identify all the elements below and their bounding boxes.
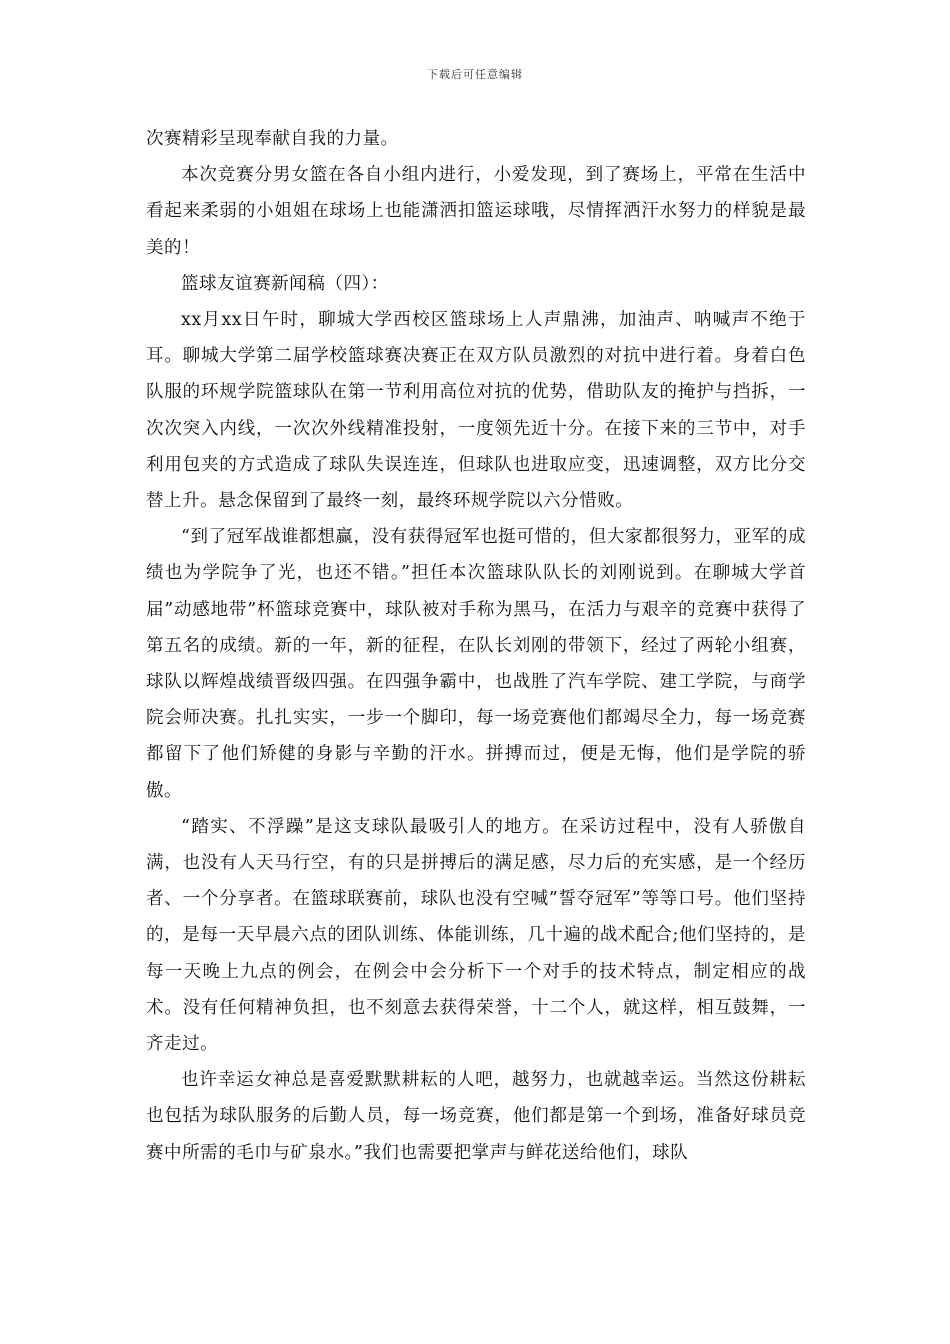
paragraph: “踏实、不浮躁”是这支球队最吸引人的地方。在采访过程中，没有人骄傲自满，也没有人天马行空，有的只是拼搏后的满足感，尽力后的充实感，是一个经历者、一个分享者。在篮球联赛前，球队也没有空喊”誓夺冠军”等等口号。他们坚持的，是每一天早晨六点的团队训练、体能训练，几十遍的战术配合;他们坚持的，是每一天晚上九点的例会，在例会中会分析下一个对手的技术特点，制定相应的战术。没有任何精神负担，也不刻意去获得荣誉，十二个人，就这样，相互鼓舞，一齐走过。 <box>146 816 806 1055</box>
article-body <box>146 121 806 1171</box>
section-heading: 篮球友谊赛新闻稿（四）： <box>181 273 389 294</box>
paragraph-continuation: 次赛精彩呈现奉献自我的力量。 <box>146 129 399 149</box>
paragraph: xx月xx日午时，聊城大学西校区篮球场上人声鼎沸，加油声、呐喊声不绝于耳。聊城大学第二届学校篮球赛决赛正在双方队员激烈的对抗中进行着。身着白色队服的环规学院篮球队在第一节利用高位对抗的优势，借助队友的掩护与挡拆，一次次突入内线，一次次外线精准投射，一度领先近十分。在接下来的三节中，对手利用包夹的方式造成了球队失误连连，但球队也进取应变，迅速调整，双方比分交替上升。悬念保留到了最终一刻，最终环规学院以六分惜败。 <box>146 310 806 512</box>
paragraph: 也许幸运女神总是喜爱默默耕耘的人吧，越努力，也就越幸运。当然这份耕耘也包括为球队服务的后勤人员，每一场竞赛，他们都是第一个到场，准备好球员竞赛中所需的毛巾与矿泉水。”我们也需要把掌声与鲜花送给他们，球队 <box>146 1070 806 1163</box>
paragraph: “到了冠军战谁都想赢，没有获得冠军也挺可惜的，但大家都很努力，亚军的成绩也为学院争了光，也还不错。”担任本次篮球队队长的刘刚说到。在聊城大学首届”动感地带”杯篮球竞赛中，球队被对手称为黑马，在活力与艰辛的竞赛中获得了第五名的成绩。新的一年，新的征程，在队长刘刚的带领下，经过了两轮小组赛，球队以辉煌战绩晋级四强。在四强争霸中，也战胜了汽车学院、建工学院，与商学院会师决赛。扎扎实实，一步一个脚印，每一场竞赛他们都竭尽全力，每一场竞赛都留下了他们矫健的身影与辛勤的汗水。拼搏而过，便是无悔，他们是学院的骄傲。 <box>146 527 806 801</box>
paragraph: 本次竞赛分男女篮在各自小组内进行，小爱发现，到了赛场上，平常在生活中看起来柔弱的小姐姐在球场上也能潇洒扣篮运球哦，尽情挥洒汗水努力的样貌是最美的！ <box>146 165 806 258</box>
page-header-note: 下载后可任意编辑 <box>427 68 523 81</box>
